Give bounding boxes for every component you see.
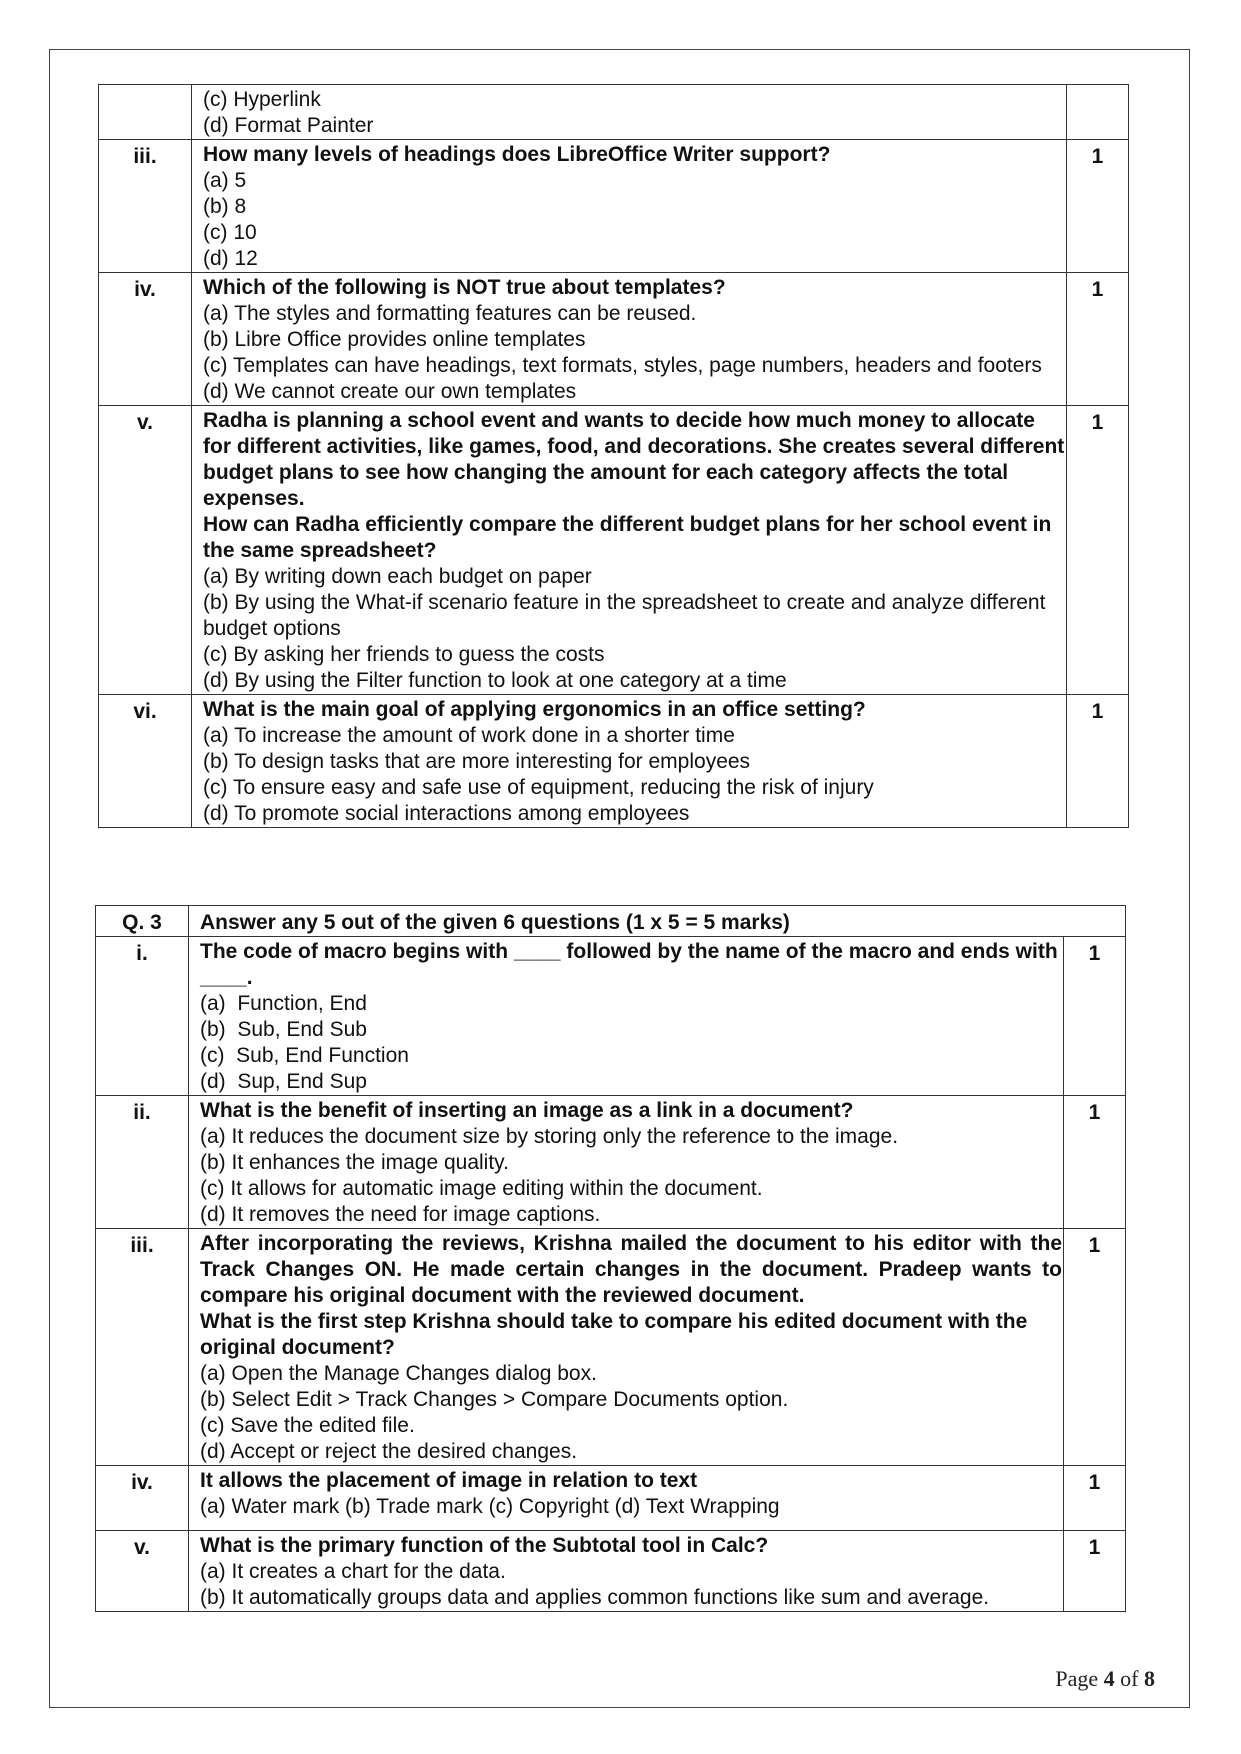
option: (c) Sub, End Function <box>200 1044 409 1067</box>
question-cell <box>189 1466 1064 1531</box>
option: (a) By writing down each budget on paper <box>203 565 592 588</box>
question-text: After incorporating the reviews, Krishna mailed the document to his editor with the Track Changes ON. He made certain changes in the document. Pradeep wants to compare his original document with the reviewed document. <box>200 1232 1062 1307</box>
marks: 1 <box>1064 1531 1126 1612</box>
question-cell <box>189 1096 1064 1229</box>
question-number: iv. <box>99 273 192 406</box>
question-number <box>99 85 192 140</box>
option: (c) By asking her friends to guess the costs <box>203 643 605 666</box>
question-table-section-3 <box>95 905 1126 1612</box>
option: (d) By using the Filter function to look at one category at a time <box>203 669 787 692</box>
marks: 1 <box>1067 406 1129 695</box>
question-number: iii. <box>99 140 192 273</box>
option: (b) It enhances the image quality. <box>200 1151 509 1174</box>
option: (a) It creates a chart for the data. <box>200 1560 506 1583</box>
option: (a) To increase the amount of work done in a shorter time <box>203 724 735 747</box>
table-row <box>96 1531 1126 1612</box>
marks <box>1067 85 1129 140</box>
question-table-section-2 <box>98 84 1129 828</box>
question-number: v. <box>99 406 192 695</box>
question-number: v. <box>96 1531 189 1612</box>
table-row <box>99 85 1129 140</box>
question-text: What is the main goal of applying ergonomics in an office setting? <box>203 698 866 721</box>
marks: 1 <box>1064 1466 1126 1531</box>
option: (b) Sub, End Sub <box>200 1018 367 1041</box>
option: (d) Format Painter <box>203 114 374 137</box>
question-number: i. <box>96 937 189 1096</box>
option: (c) It allows for automatic image editing within the document. <box>200 1177 763 1200</box>
marks: 1 <box>1067 695 1129 828</box>
option: (a) Water mark (b) Trade mark (c) Copyright (d) Text Wrapping <box>200 1495 780 1518</box>
option: (a) Open the Manage Changes dialog box. <box>200 1362 597 1385</box>
table-row <box>99 406 1129 695</box>
table-row <box>96 1096 1126 1229</box>
option: (d) We cannot create our own templates <box>203 380 577 403</box>
question-cell <box>192 85 1067 140</box>
option: (d) 12 <box>203 247 258 270</box>
question-cell <box>189 1229 1064 1466</box>
table-row <box>96 1229 1126 1466</box>
option: (c) 10 <box>203 221 257 244</box>
option: (a) 5 <box>203 169 247 192</box>
question-number: ii. <box>96 1096 189 1229</box>
option: (c) Save the edited file. <box>200 1414 415 1437</box>
option: (b) It automatically groups data and applies common functions like sum and average. <box>200 1586 990 1609</box>
page-number <box>1055 1666 1155 1692</box>
table-row <box>96 1466 1126 1531</box>
option: (c) Hyperlink <box>203 88 321 111</box>
table-row <box>99 695 1129 828</box>
option: (d) Accept or reject the desired changes. <box>200 1440 578 1463</box>
current-page: 4 <box>1103 1666 1115 1691</box>
option: (d) To promote social interactions among employees <box>203 802 690 825</box>
option: (c) To ensure easy and safe use of equipment, reducing the risk of injury <box>203 776 874 799</box>
option: (a) The styles and formatting features can be reused. <box>203 302 697 325</box>
question-text: What is the first step Krishna should take to compare his edited document with the original document? <box>200 1310 1028 1359</box>
page-of: of <box>1114 1666 1144 1691</box>
question-cell <box>189 1531 1064 1612</box>
question-text: The code of macro begins with ____ followed by the name of the macro and ends with ____. <box>200 940 1058 989</box>
question-text: It allows the placement of image in relation to text <box>200 1469 698 1492</box>
option: (a) Function, End <box>200 992 367 1015</box>
question-cell <box>192 273 1067 406</box>
total-pages: 8 <box>1144 1666 1155 1691</box>
table-row <box>96 937 1126 1096</box>
question-text: Radha is planning a school event and wants to decide how much money to allocate for different activities, like games, food, and decorations. She creates several different budget plans to see how changing the amount for each category affects the total expenses. <box>203 409 1065 510</box>
question-cell <box>192 140 1067 273</box>
question-cell <box>192 695 1067 828</box>
option: (d) Sup, End Sup <box>200 1070 367 1093</box>
option: (b) Libre Office provides online templates <box>203 328 586 351</box>
option: (a) It reduces the document size by storing only the reference to the image. <box>200 1125 899 1148</box>
question-number: vi. <box>99 695 192 828</box>
option: (b) By using the What-if scenario feature in the spreadsheet to create and analyze different budget options <box>203 591 1046 640</box>
option: (b) Select Edit > Track Changes > Compare Documents option. <box>200 1388 789 1411</box>
option: (b) To design tasks that are more interesting for employees <box>203 750 751 773</box>
marks: 1 <box>1064 937 1126 1096</box>
question-text: What is the primary function of the Subtotal tool in Calc? <box>200 1534 769 1557</box>
marks: 1 <box>1064 1229 1126 1466</box>
question-text: Which of the following is NOT true about templates? <box>203 276 726 299</box>
marks: 1 <box>1067 273 1129 406</box>
question-text: How can Radha efficiently compare the different budget plans for her school event in the same spreadsheet? <box>203 513 1052 562</box>
question-text: What is the benefit of inserting an image as a link in a document? <box>200 1099 854 1122</box>
question-text: How many levels of headings does LibreOffice Writer support? <box>203 143 831 166</box>
marks: 1 <box>1064 1096 1126 1229</box>
table-row <box>99 273 1129 406</box>
section-instruction: Answer any 5 out of the given 6 questions (1 x 5 = 5 marks) <box>189 906 1126 937</box>
question-cell <box>192 406 1067 695</box>
question-number: iv. <box>96 1466 189 1531</box>
option: (d) It removes the need for image captions. <box>200 1203 601 1226</box>
option: (b) 8 <box>203 195 247 218</box>
question-cell <box>189 937 1064 1096</box>
question-number: iii. <box>96 1229 189 1466</box>
table-row <box>99 140 1129 273</box>
option: (c) Templates can have headings, text formats, styles, page numbers, headers and footers <box>203 354 1042 377</box>
page-prefix: Page <box>1055 1666 1104 1691</box>
section-label: Q. 3 <box>96 906 189 937</box>
section-header-row <box>96 906 1126 937</box>
marks: 1 <box>1067 140 1129 273</box>
